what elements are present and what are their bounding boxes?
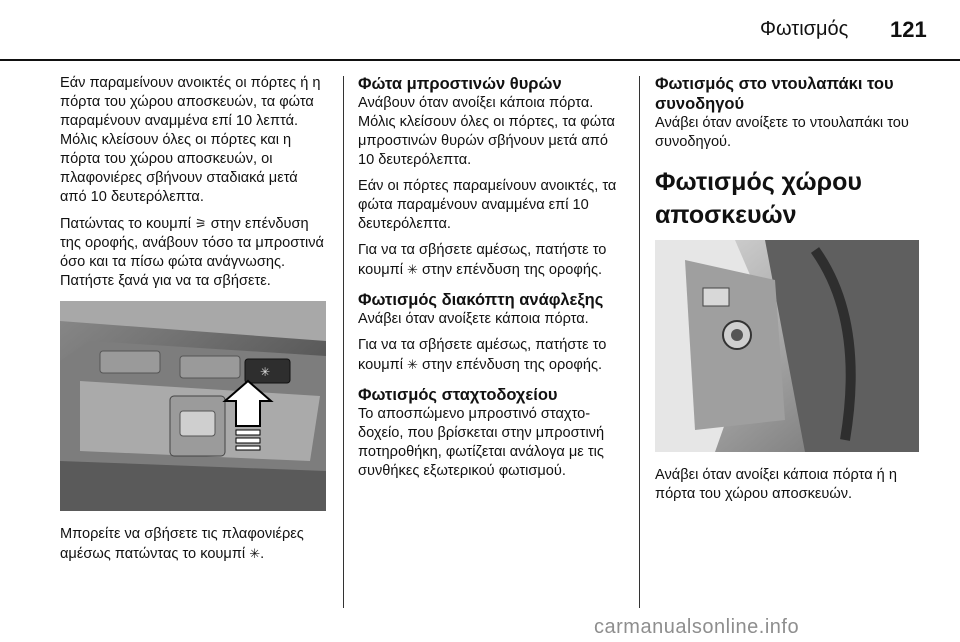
image-caption [60,525,328,564]
column-3 [655,74,925,511]
section-heading-ignition: Φωτισμός διακόπτη ανάφλεξης [358,291,604,309]
section-heading-ashtray: Φωτισμός σταχτοδοχείου [358,386,558,404]
paragraph [358,336,626,375]
paragraph: Εάν οι πόρτες παραμείνουν ανοικτές, τα φώτα παραμένουν αναμμένα επί 10 δευτερόλεπτα. [358,178,617,232]
svg-text:✳: ✳ [260,365,271,379]
luggage-compartment-image [655,240,919,452]
paragraph: Ανάβει όταν ανοίξει κάποια πόρτα ή η πόρτα του χώρου αποσκευών. [655,467,897,502]
section-heading-luggage: Φωτισμός χώρου αποσκευών [655,168,862,229]
header-rule [0,59,960,61]
text: Για να τα σβήσετε αμέσως, πατήστε το κουμπί [358,337,607,373]
text: Για να τα σβήσετε αμέσως, πατήστε το κουμπί [358,242,607,278]
paragraph: Ανάβουν όταν ανοίξει κάποια πόρτα. Μόλις κλείσουν όλες οι πόρτες, τα φώτα μπροστινών θυρών σβήνουν μετά από 10 δευτερόλεπτα. [358,95,615,168]
page-number: 121 [890,17,927,42]
paragraph: Εάν παραμείνουν ανοικτές οι πόρτες ή η πόρτα του χώρου αποσκευών, τα φώτα παραμένουν αναμμένα επί 10 λεπτά. Μόλις κλείσουν όλες οι πόρτες και η πόρτα του χώρου αποσκευών, οι πλαφονιέρες σβήνουν σταδιακά μετά από 10 δευτερόλεπτα. [60,75,321,205]
section-heading-front-doors: Φώτα μπροστινών θυρών [358,75,562,93]
column-divider-2 [639,76,640,608]
text: Πατώντας το κουμπί [60,216,191,232]
paragraph [358,241,626,280]
roof-console-image [60,301,326,511]
paragraph: Ανάβει όταν ανοίξετε το ντουλαπάκι του συνοδηγού. [655,115,909,150]
page-title: Φωτισμός [760,18,849,40]
column-2 [358,74,626,488]
text: Μπορείτε να σβήσετε τις πλαφονιέρες αμέσως πατώντας το κουμπί [60,526,304,562]
watermark: carmanualsonline.info [594,616,800,638]
light-button-icon: ✳ [407,262,418,277]
light-button-icon: ✳ [249,546,261,561]
paragraph: Το αποσπώμενο μπροστινό σταχτοδοχείο, που βρίσκεται στην μπροστινή ποτηροθήκη, φωτίζεται ανάλογα με τις συνθήκες εξωτερικού φωτισμού. [358,406,605,479]
paragraph: Ανάβει όταν ανοίξετε κάποια πόρτα. [358,311,589,327]
interior-light-icon: ⚞ [195,216,207,231]
section-heading-glovebox: Φωτισμός στο ντουλαπάκι του συνοδηγού [655,75,894,113]
text: στην επένδυση της οροφής, ανάβουν τόσο τα μπροστινά όσο και τα πίσω φώτα ανάγνωσης. Πατήστε ξανά για να τα σβήσετε. [60,216,324,289]
light-button-icon: ✳ [407,357,418,372]
text: στην επένδυση της οροφής. [421,262,603,278]
column-1 [60,74,328,571]
text: . [260,546,265,562]
column-divider-1 [343,76,344,608]
paragraph [60,214,328,291]
text: στην επένδυση της οροφής. [421,357,603,373]
